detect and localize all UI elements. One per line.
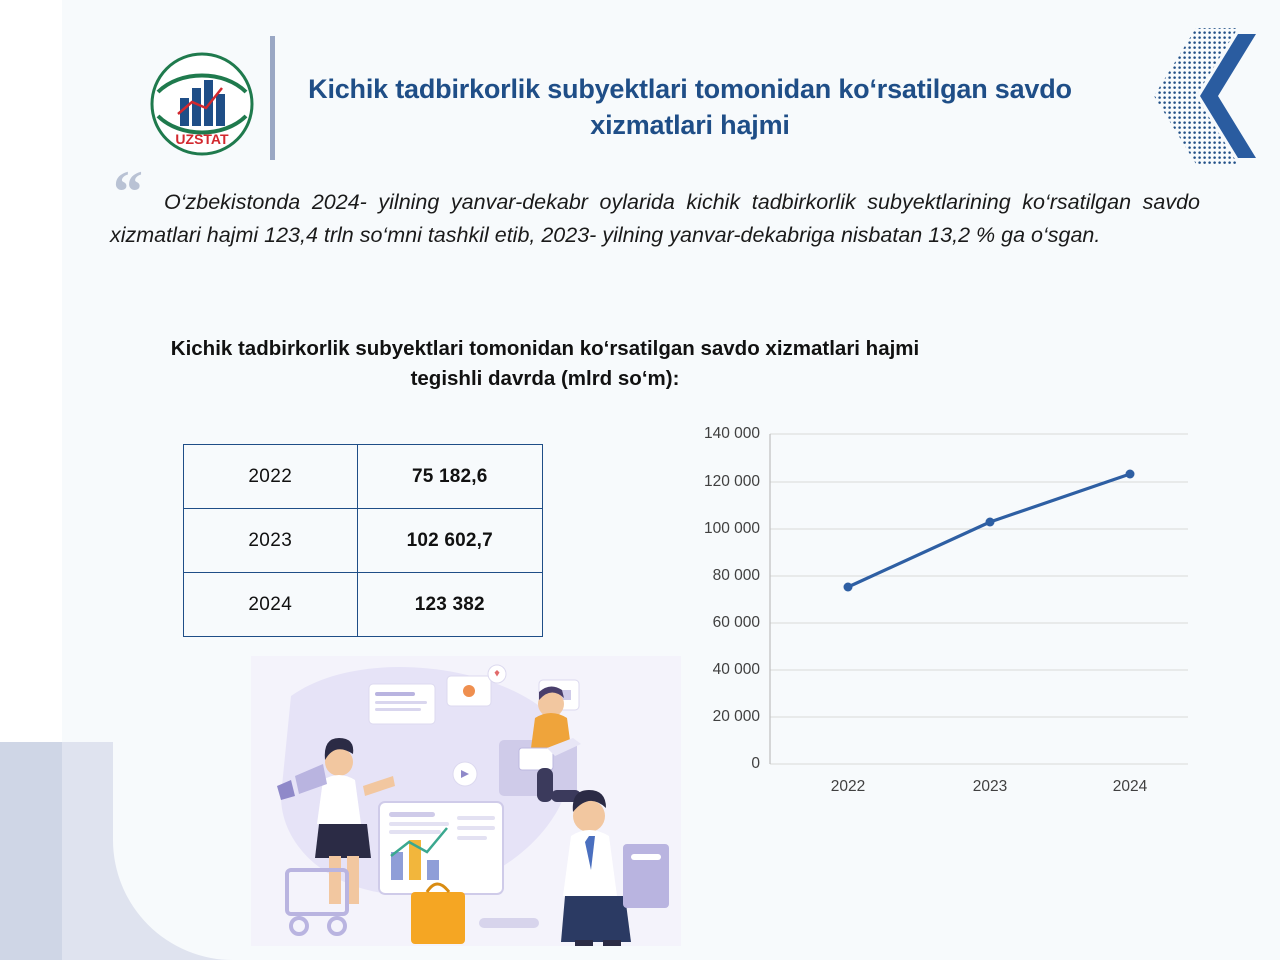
header-divider	[270, 36, 275, 160]
illustration-image	[251, 656, 681, 946]
chart-title: Kichik tadbirkorlik subyektlari tomonidan ko‘rsatilgan savdo xizmatlari hajmi tegishli davrda (mlrd so‘m):	[170, 337, 920, 390]
lead-text: O‘zbekistonda 2024- yilning yanvar-dekabr oylarida kichik tadbirkorlik subyektlarining ko‘rsatilgan savdo xizmatlari hajmi 123,4 trln so‘mni tashkil etib, 2023- yilning yanvar-dekabriga nisbatan 13,2 % ga o‘sgan.	[110, 190, 1200, 247]
uzstat-logo	[150, 52, 254, 156]
lead-paragraph	[110, 186, 1200, 251]
table-row	[184, 509, 543, 573]
y-tick-label: 0	[751, 755, 760, 772]
table-cell-value: 75 182,6	[357, 445, 543, 509]
data-table	[183, 444, 543, 637]
line-chart	[660, 412, 1200, 802]
bottom-left-decoration-inner	[0, 742, 62, 960]
y-tick-label: 120 000	[703, 473, 760, 490]
double-chevron-left-icon	[1138, 26, 1258, 166]
table-cell-year: 2024	[184, 573, 358, 637]
y-tick-label: 80 000	[712, 567, 760, 584]
y-tick-label: 40 000	[712, 661, 760, 678]
y-tick-label: 140 000	[703, 425, 760, 442]
y-tick-label: 60 000	[712, 614, 760, 631]
quote-mark-icon: “	[113, 159, 143, 225]
table-cell-year: 2022	[184, 445, 358, 509]
page-title: Kichik tadbirkorlik subyektlari tomonidan ko‘rsatilgan savdo xizmatlari hajmi	[308, 74, 1072, 140]
x-tick-label: 2024	[1112, 778, 1148, 795]
y-tick-label: 20 000	[712, 708, 760, 725]
table-row	[184, 445, 543, 509]
table-cell-value: 102 602,7	[357, 509, 543, 573]
table-cell-year: 2023	[184, 509, 358, 573]
table-cell-value: 123 382	[357, 573, 543, 637]
svg-text:UZSTAT: UZSTAT	[175, 131, 229, 147]
x-tick-label: 2023	[972, 778, 1008, 795]
x-tick-label: 2022	[830, 778, 866, 795]
table-row	[184, 573, 543, 637]
y-tick-label: 100 000	[703, 520, 760, 537]
